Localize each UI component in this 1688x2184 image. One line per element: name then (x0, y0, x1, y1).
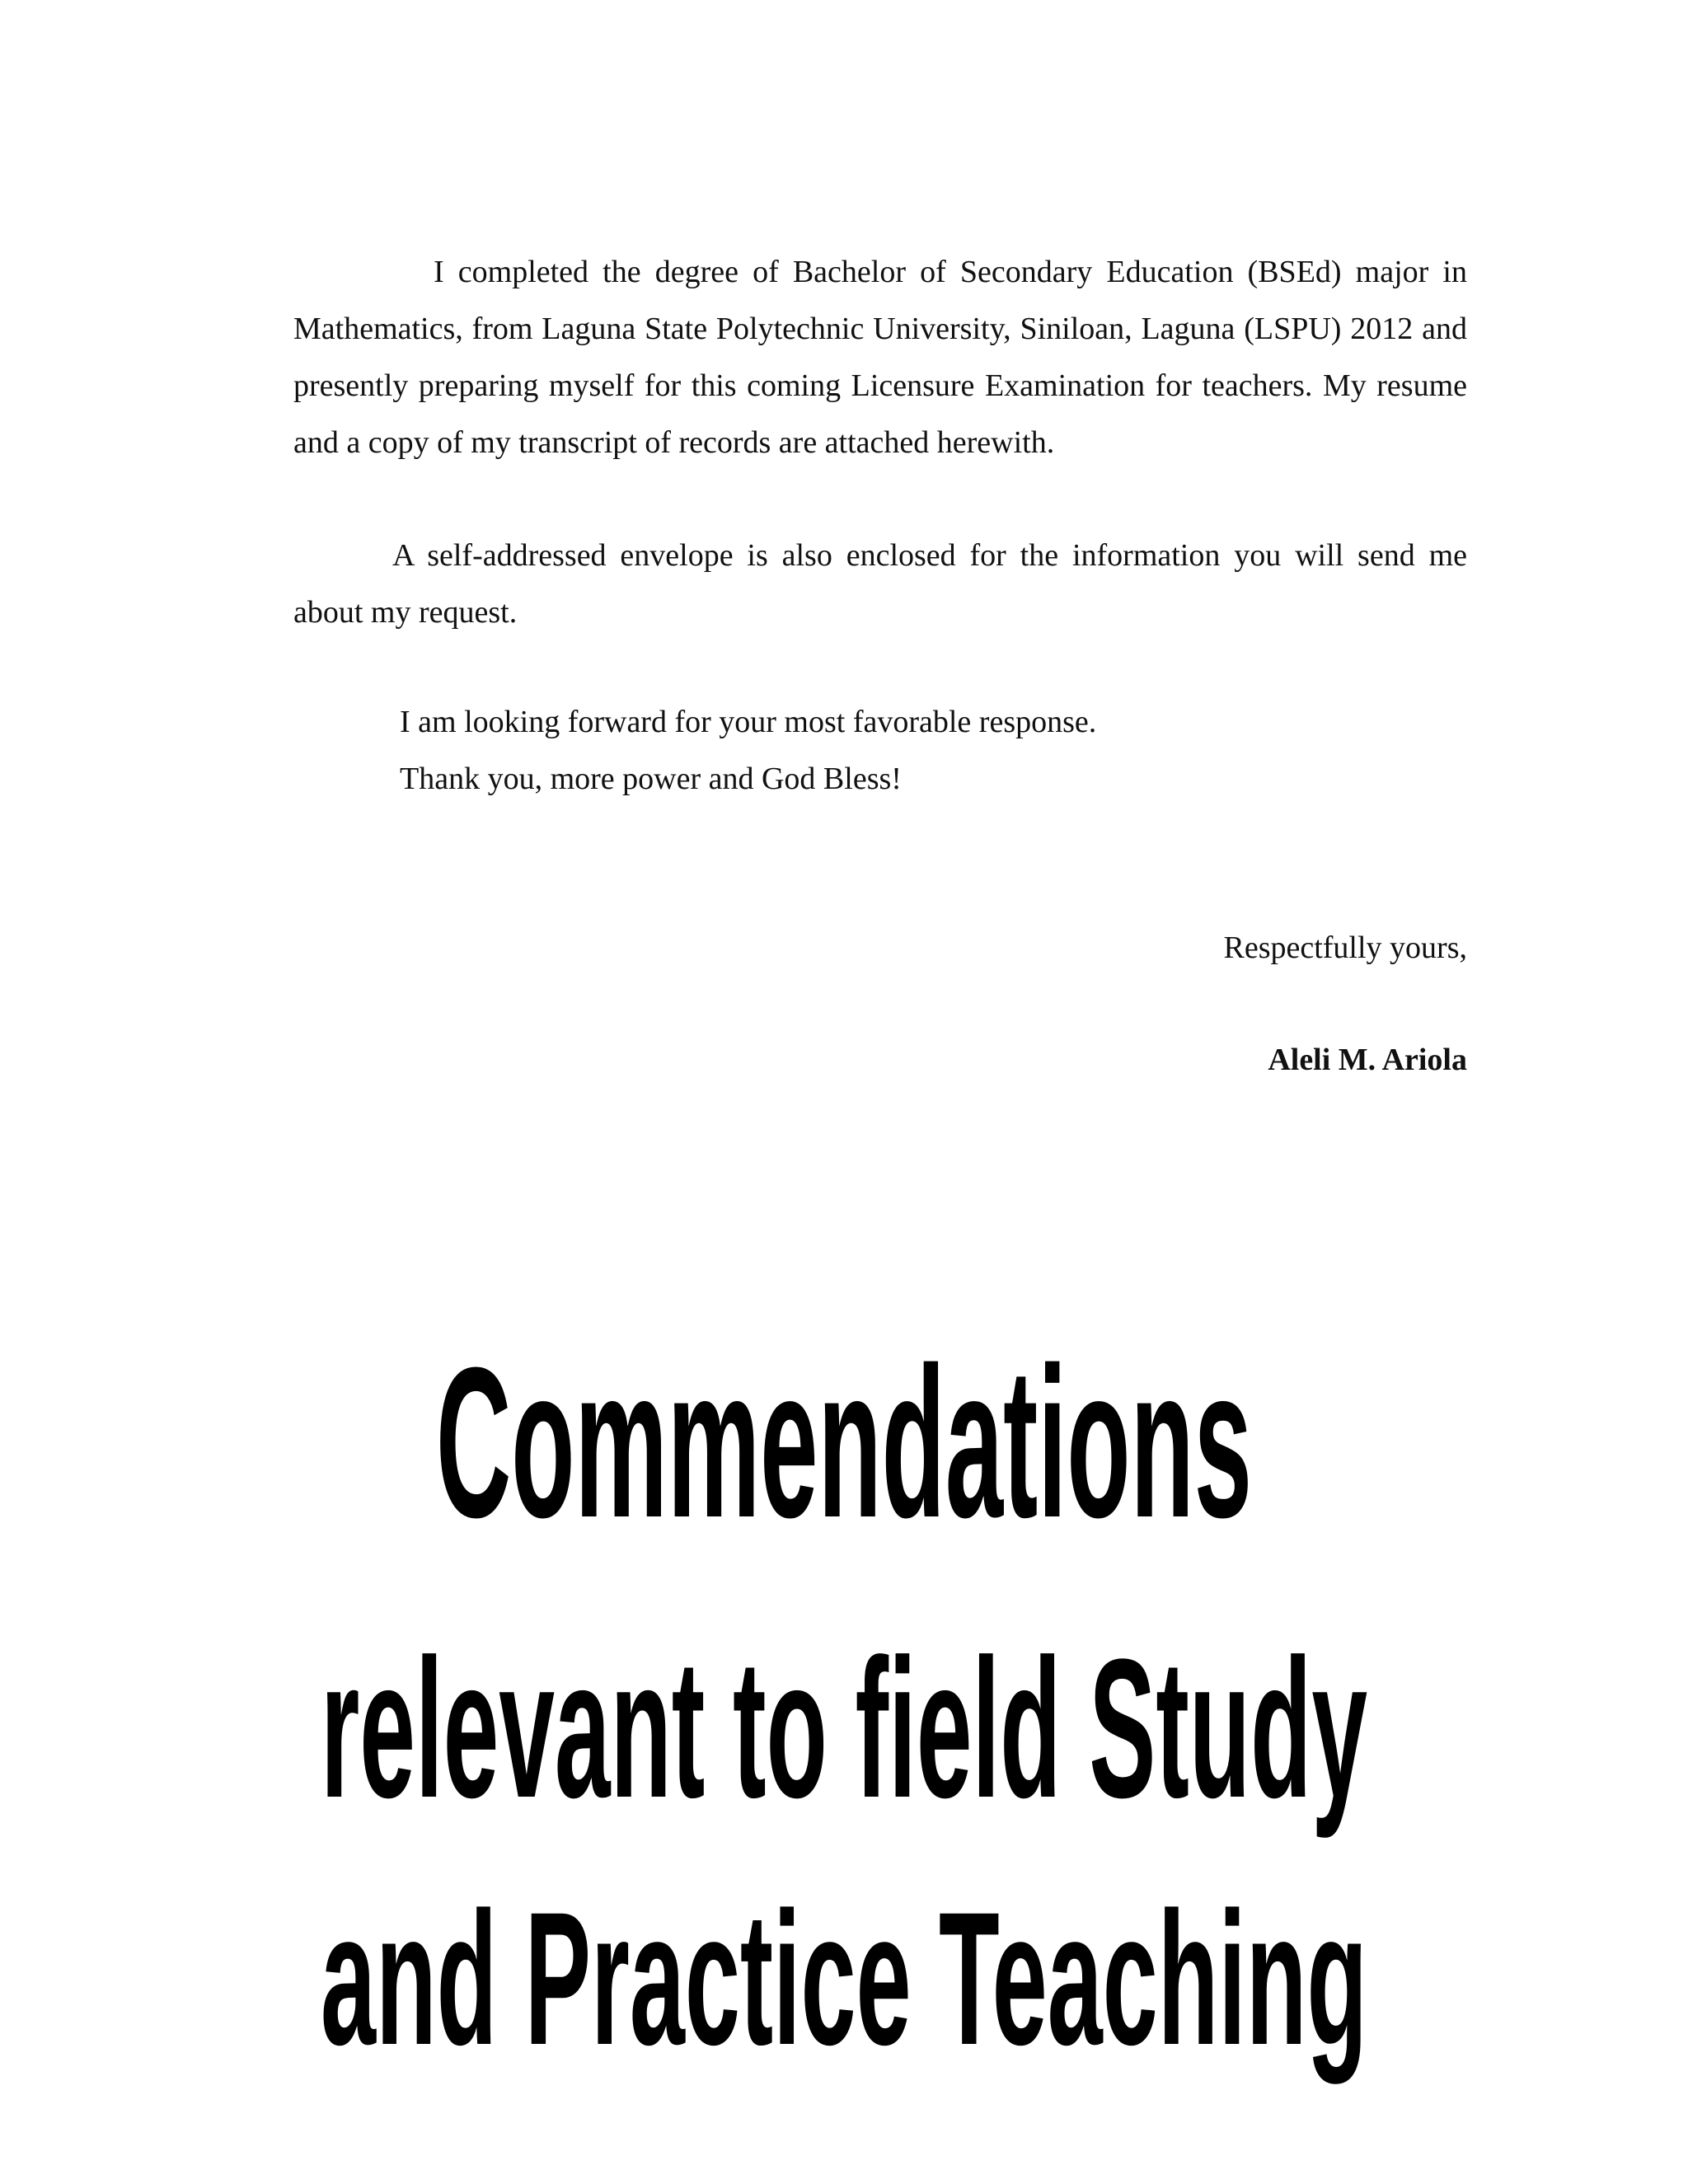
paragraph-1-text: I completed the degree of Bachelor of Secondary Education (BSEd) major in Mathematics, from Laguna State Polytechnic University, Siniloan, Laguna (LSPU) 2012 and presently preparing myself for this coming Licensure Examination for teachers. My resume and a copy of my transcript of records are attached herewith. (293, 255, 1467, 460)
letter-paragraph-1 (293, 244, 1467, 471)
wordart-title (0, 1302, 1688, 2184)
letter-paragraph-2 (293, 527, 1467, 641)
paragraph-2-text: A self-addressed envelope is also enclosed for the information you will send me about my request. (293, 538, 1467, 630)
wordart-line-3: and Practice Teaching (321, 1872, 1367, 2084)
sign-off: Respectfully yours, (1223, 930, 1467, 965)
signer-name: Aleli M. Ariola (1268, 1043, 1467, 1077)
closing-line-2: Thank you, more power and God Bless! (400, 762, 902, 796)
closing-lines (400, 694, 1096, 808)
closing-line-1: I am looking forward for your most favorable response. (400, 705, 1097, 739)
wordart-line-1: Commendations (436, 1324, 1252, 1563)
wordart-line-2: relevant to field Study (321, 1618, 1367, 1839)
